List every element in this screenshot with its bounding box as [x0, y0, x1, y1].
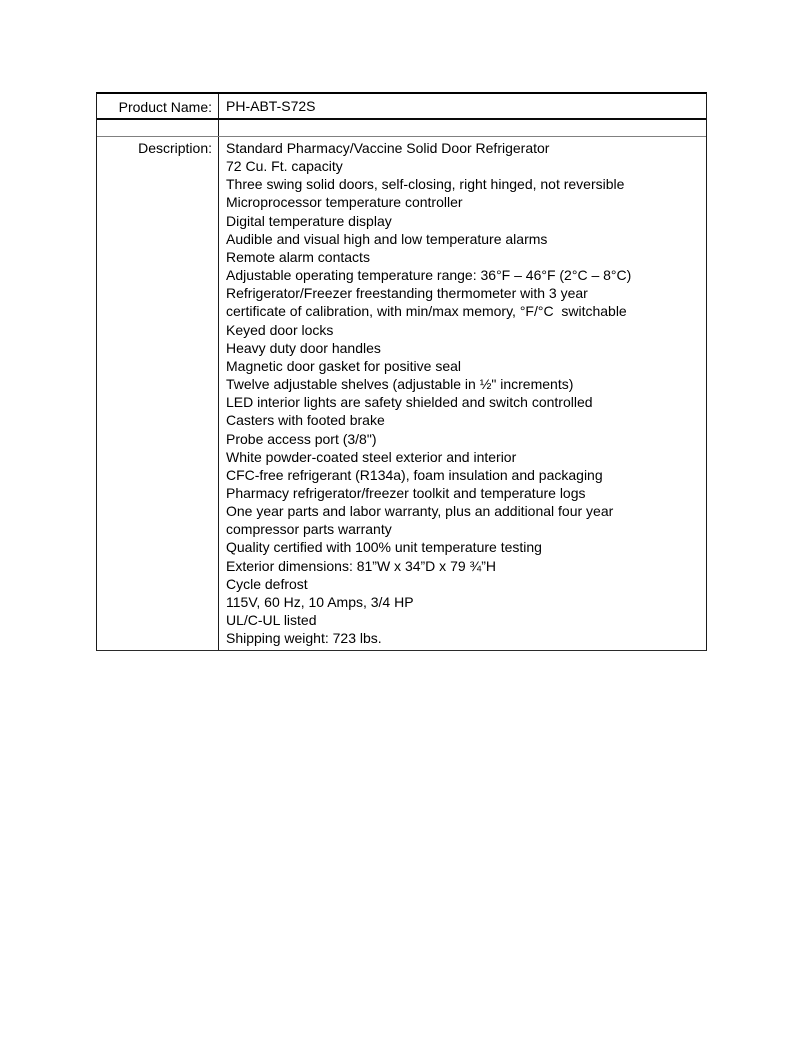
description-line: Heavy duty door handles	[226, 339, 381, 356]
description-line: Shipping weight: 723 lbs.	[226, 630, 382, 647]
description-line: certificate of calibration, with min/max memory, °F/°C switchable	[226, 303, 627, 320]
description-line: Probe access port (3/8")	[226, 430, 377, 447]
description-line: Microprocessor temperature controller	[226, 194, 463, 211]
description-row	[97, 137, 706, 650]
description-line: One year parts and labor warranty, plus an additional four year	[226, 503, 614, 520]
description-line: UL/C-UL listed	[226, 612, 317, 629]
description-line: Quality certified with 100% unit temperature testing	[226, 539, 542, 556]
product-spec-table	[96, 92, 707, 651]
product-name-label-cell	[97, 94, 219, 118]
description-line: Magnetic door gasket for positive seal	[226, 357, 462, 374]
description-line: Exterior dimensions: 81”W x 34”D x 79 ¾”H	[226, 557, 496, 574]
description-line: Casters with footed brake	[226, 412, 385, 429]
description-line: LED interior lights are safety shielded and switch controlled	[226, 394, 593, 411]
product-name-row	[97, 94, 706, 120]
description-line: Adjustable operating temperature range: 36°F – 46°F (2°C – 8°C)	[226, 267, 632, 284]
description-line: Standard Pharmacy/Vaccine Solid Door Refrigerator	[226, 140, 550, 156]
description-line: Refrigerator/Freezer freestanding thermometer with 3 year	[226, 285, 588, 302]
description-line: Twelve adjustable shelves (adjustable in ½" increments)	[226, 376, 574, 393]
product-name-label: Product Name:	[118, 99, 212, 115]
description-line: Audible and visual high and low temperature alarms	[226, 230, 548, 247]
description-line: Three swing solid doors, self-closing, right hinged, not reversible	[226, 176, 625, 193]
spacer-row	[97, 120, 706, 137]
description-line: Pharmacy refrigerator/freezer toolkit and temperature logs	[226, 484, 586, 501]
description-line: Digital temperature display	[226, 212, 392, 229]
spacer-label-cell	[97, 120, 219, 136]
spacer-value-cell	[219, 120, 706, 136]
description-label: Description:	[138, 140, 212, 156]
product-name-value: PH-ABT-S72S	[226, 98, 316, 114]
description-line: 115V, 60 Hz, 10 Amps, 3/4 HP	[226, 593, 414, 610]
description-line: Cycle defrost	[226, 575, 308, 592]
description-line: Keyed door locks	[226, 321, 334, 338]
product-name-value-cell	[219, 94, 706, 118]
description-line: Remote alarm contacts	[226, 248, 370, 265]
description-label-cell	[97, 137, 219, 650]
description-line: CFC-free refrigerant (R134a), foam insulation and packaging	[226, 466, 603, 483]
description-line: White powder-coated steel exterior and interior	[226, 448, 517, 465]
description-line: compressor parts warranty	[226, 521, 392, 538]
description-lines	[219, 137, 706, 650]
description-line: 72 Cu. Ft. capacity	[226, 158, 343, 175]
